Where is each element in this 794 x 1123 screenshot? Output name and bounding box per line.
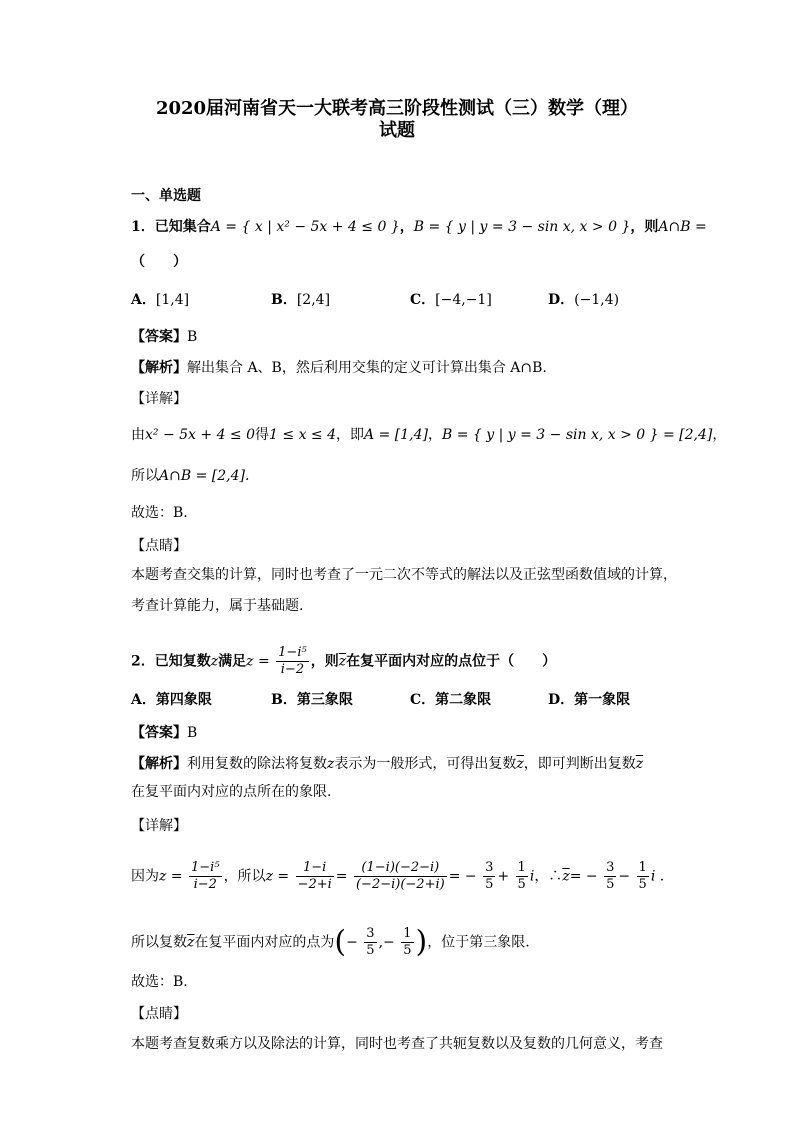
q1-stem: 1．已知集合A = { x | x² − 5x + 4 ≤ 0 }，B = { y | y = 3 − sin x, x > 0 }，则A∩B = [131,219,707,235]
q1-analysis: 【解析】解出集合 A、B，然后利用交集的定义可计算出集合 A∩B. [131,360,547,376]
q2-point-line: 所以复数$\overline{z}$在复平面内对应的点为(− $\frac{3}{5}$ ,− $\frac{1}{5}$ )，位于第三象限. [131,924,530,960]
q2-detail-equation: 因为z = $\frac{\text{1−i⁵}}{i-2}$ ，所以z = $\frac{1-i}{-2+i}$ = $\frac{(1-i)(-2-i)}{(-2-i)(-2+i)}$ = − $\frac{3}{5}$ + $\frac{1}{5}$ i，$\therefore\overline{z}=$ − $\frac{3}{5}$ − $\frac{1}{5}$ i . [131,860,665,892]
q1-detail-line1: 由x² − 5x + 4 ≤ 0得1 ≤ x ≤ 4，即A = [1,4]，B = { y | y = 3 − sin x, x > 0 } = [2,4]， [131,427,727,443]
page-title: 2020届河南省天一大联考高三阶段性测试（三）数学（理） [155,98,639,119]
q1-detail-heading: 【详解】 [131,391,187,407]
q2-stem: 2．已知复数z满足z = $\frac{\text{1−i⁵}}{i-2}$ ，则$\overline{z}$在复平面内对应的点位于（ ） [131,645,557,677]
q1-comment-heading: 【点睛】 [131,538,187,554]
q1-answer: 【答案】B [131,329,198,345]
q2-comment-heading: 【点睛】 [131,1006,187,1022]
q1-comment-line2: 考查计算能力，属于基础题. [131,598,304,614]
q1-option-d: D．(−1,4) [548,292,620,308]
q2-option-d: D．第一象限 [548,692,631,708]
q2-stem-fraction: $\frac{\text{1−i⁵}}{i-2}$ [278,645,307,677]
q1-paren: （ ） [131,254,187,270]
q2-analysis-line1: 【解析】利用复数的除法将复数z表示为一般形式，可得出复数$\overline{z}$，即可判断出复数$\overline{z}$ [131,756,644,772]
q2-number: 2． [131,653,155,670]
q2-choose: 故选：B. [131,974,188,990]
page-title-line2: 试题 [379,120,415,141]
q2-option-a: A．第四象限 [131,692,212,708]
q1-choose: 故选：B. [131,505,188,521]
q2-analysis-line2: 在复平面内对应的点所在的象限. [131,784,332,800]
q1-set-a: A = { x | x² − 5x + 4 ≤ 0 } [210,219,400,235]
q1-set-b: B = { y | y = 3 − sin x, x > 0 } [413,219,631,235]
q2-comment-line1: 本题考查复数乘方以及除法的计算，同时也考查了共轭复数以及复数的几何意义，考查 [131,1036,663,1052]
q2-option-c: C．第二象限 [410,692,492,708]
q1-option-a: A．[1,4] [131,292,190,308]
q2-option-b: B．第三象限 [271,692,353,708]
q1-option-b: B．[2,4] [271,292,331,308]
section-heading: 一、单选题 [131,188,201,204]
q2-detail-heading: 【详解】 [131,818,187,834]
q1-detail-line2: 所以A∩B = [2,4]. [131,468,250,484]
q1-number: 1． [131,219,155,235]
q1-option-c: C．[−4,−1] [410,292,492,308]
q2-answer: 【答案】B [131,725,198,741]
q1-comment-line1: 本题考查交集的计算，同时也考查了一元二次不等式的解法以及正弦型函数值域的计算， [131,567,677,583]
